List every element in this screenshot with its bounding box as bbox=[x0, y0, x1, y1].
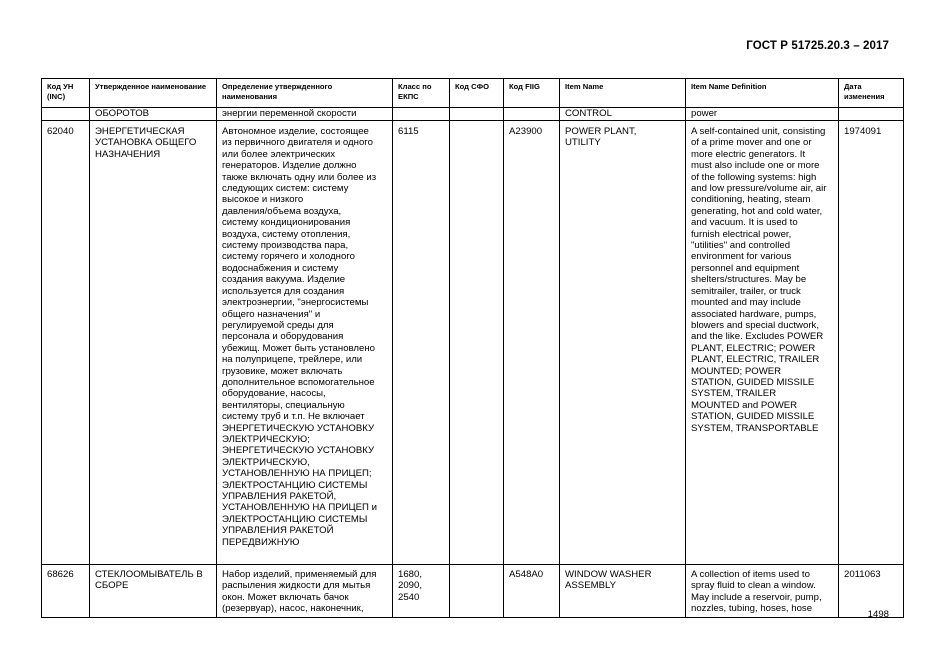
cell-code-fiig: A23900 bbox=[504, 121, 560, 565]
cell-date bbox=[839, 108, 904, 121]
header-code-un: Код УН (INC) bbox=[42, 79, 90, 108]
cell-approved-name: СТЕКЛООМЫВАТЕЛЬ В СБОРЕ bbox=[90, 565, 217, 618]
cell-class bbox=[393, 108, 450, 121]
header-class: Класс по ЕКПС bbox=[393, 79, 450, 108]
cell-code-un: 62040 bbox=[42, 121, 90, 565]
header-date: Дата изменения bbox=[839, 79, 904, 108]
cell-code-sfo bbox=[450, 108, 504, 121]
header-code-sfo: Код СФО bbox=[450, 79, 504, 108]
catalog-table bbox=[41, 78, 904, 618]
header-approved-name: Утвержденное наименование bbox=[90, 79, 217, 108]
cell-code-sfo bbox=[450, 121, 504, 565]
cell-item-name: POWER PLANT, UTILITY bbox=[560, 121, 686, 565]
cell-class: 6115 bbox=[393, 121, 450, 565]
document-title: ГОСТ Р 51725.20.3 – 2017 bbox=[746, 40, 889, 52]
cell-item-name: CONTROL bbox=[560, 108, 686, 121]
table-row bbox=[42, 565, 904, 618]
cell-code-sfo bbox=[450, 565, 504, 618]
header-definition: Определение утвержденного наименования bbox=[217, 79, 393, 108]
header-item-definition: Item Name Definition bbox=[686, 79, 839, 108]
cell-item-definition: power bbox=[686, 108, 839, 121]
table-row bbox=[42, 121, 904, 565]
cell-item-name: WINDOW WASHER ASSEMBLY bbox=[560, 565, 686, 618]
cell-class: 1680, 2090, 2540 bbox=[393, 565, 450, 618]
cell-date: 1974091 bbox=[839, 121, 904, 565]
cell-approved-name: ОБОРОТОВ bbox=[90, 108, 217, 121]
cell-date: 2011063 bbox=[839, 565, 904, 618]
cell-definition: энергии переменной скорости bbox=[217, 108, 393, 121]
cell-definition: Набор изделий, применяемый для распыления жидкости для мытья окон. Может включать бачок (резервуар), насос, наконечник, bbox=[217, 565, 393, 618]
cell-definition: Автономное изделие, состоящее из первичного двигателя и одного или более электрических генераторов. Изделие должно также включать одну или более из следующих систем: систему высокое и низкого давления/объема воздуха, систему кондиционирования воздуха, систему отопления, систему производства пара, систему горячего и холодного водоснабжения и систему создания вакуума. Изделие используется для создания электроэнергии, "энергосистемы общего назначения" и регулируемой среды для персонала и оборудования убежищ. Может быть установлено на полуприцепе, трейлере, или грузовике, может включать дополнительное вспомогательное оборудование, насосы, вентиляторы, специальную систему труб и т.п. Не включает ЭНЕРГЕТИЧЕСКУЮ УСТАНОВКУ ЭЛЕКТРИЧЕСКУЮ; ЭНЕРГЕТИЧЕСКУЮ УСТАНОВКУ ЭЛЕКТРИЧЕСКУЮ, УСТАНОВЛЕННУЮ НА ПРИЦЕП; ЭЛЕКТРОСТАНЦИЮ СИСТЕМЫ УПРАВЛЕНИЯ РАКЕТОЙ, УСТАНОВЛЕННУЮ НА ПРИЦЕП и ЭЛЕКТРОСТАНЦИЮ СИСТЕМЫ УПРАВЛЕНИЯ РАКЕТОЙ ПЕРЕДВИЖНУЮ bbox=[217, 121, 393, 565]
header-code-fiig: Код FIIG bbox=[504, 79, 560, 108]
cell-item-definition: A self-contained unit, consisting of a prime mover and one or more electric generators. It must also include one or more of the following systems: high and low pressure/volume air, air conditioning, heating, steam generating, hot and cold water, and vacuum. It is used to furnish electrical power, "utilities" and controlled environment for various personnel and equipment shelters/structures. May be semitrailer, trailer, or truck mounted and may include associated hardware, pumps, blowers and special ductwork, and the like. Excludes POWER PLANT, ELECTRIC; POWER PLANT, ELECTRIC, TRAILER MOUNTED; POWER STATION, GUIDED MISSILE SYSTEM, TRAILER MOUNTED and POWER STATION, GUIDED MISSILE SYSTEM, TRANSPORTABLE bbox=[686, 121, 839, 565]
cell-code-fiig bbox=[504, 108, 560, 121]
cell-code-un: 68626 bbox=[42, 565, 90, 618]
cell-item-definition: A collection of items used to spray fluid to clean a window. May include a reservoir, pump, nozzles, tubing, hoses, hose bbox=[686, 565, 839, 618]
cell-code-fiig: A548A0 bbox=[504, 565, 560, 618]
table-header-row bbox=[42, 79, 904, 108]
cell-approved-name: ЭНЕРГЕТИЧЕСКАЯ УСТАНОВКА ОБЩЕГО НАЗНАЧЕНИЯ bbox=[90, 121, 217, 565]
table-row-continuation bbox=[42, 108, 904, 121]
header-item-name: Item Name bbox=[560, 79, 686, 108]
page-number: 1498 bbox=[867, 609, 889, 620]
cell-code-un bbox=[42, 108, 90, 121]
